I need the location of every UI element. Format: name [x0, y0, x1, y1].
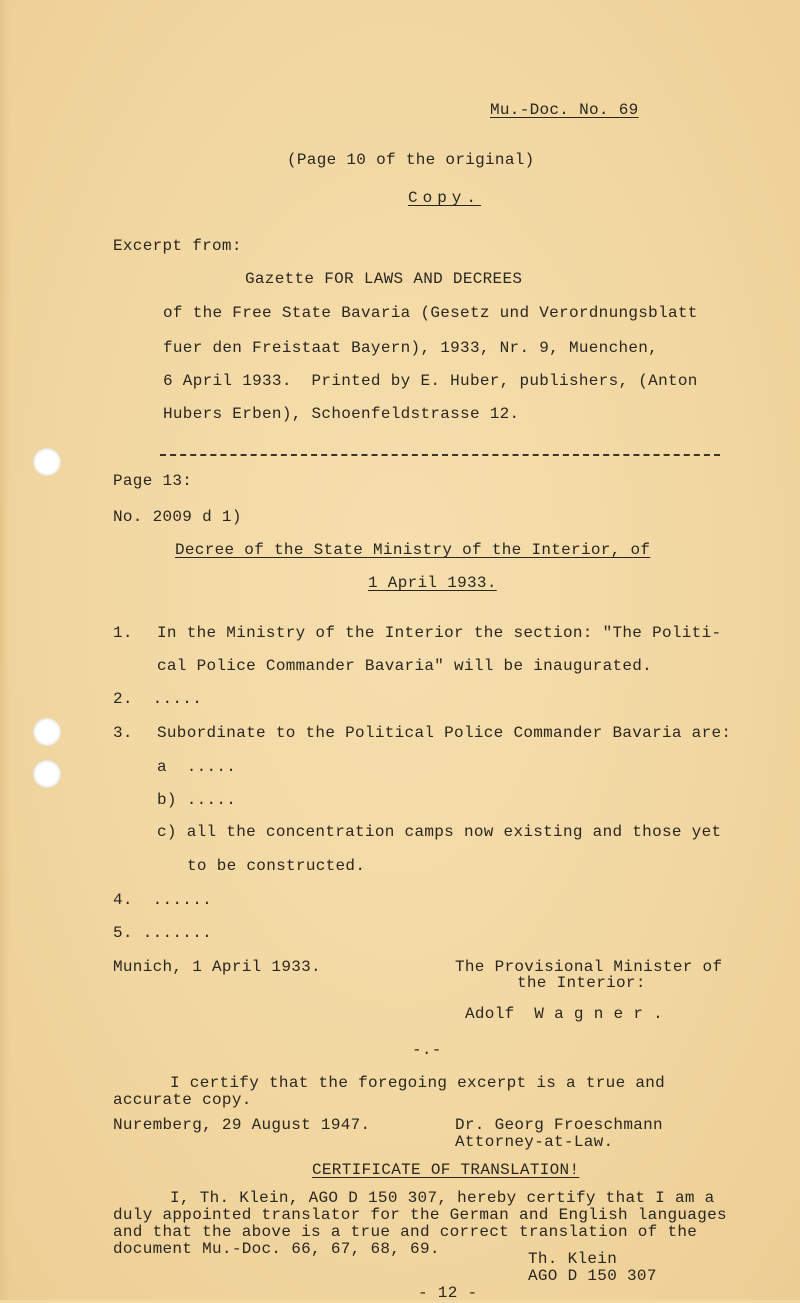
item-placeholder: 2. ..... [113, 690, 203, 708]
punch-hole [33, 718, 61, 746]
translator-name: Th. Klein [528, 1250, 618, 1268]
translation-text: duly appointed translator for the German and English languages [113, 1206, 727, 1224]
subitem-c-continued: to be constructed. [187, 857, 366, 875]
attorney-name: Dr. Georg Froeschmann [455, 1116, 663, 1134]
gazette-line: Hubers Erben), Schoenfeldstrasse 12. [163, 405, 520, 423]
translator-id: AGO D 150 307 [528, 1267, 657, 1285]
translation-text: document Mu.-Doc. 66, 67, 68, 69. [113, 1240, 440, 1258]
attorney-role: Attorney-at-Law. [455, 1133, 614, 1151]
translation-text: I, Th. Klein, AGO D 150 307, hereby certify that I am a [170, 1189, 715, 1207]
minister-title: The Provisional Minister of [455, 958, 723, 976]
gazette-line: of the Free State Bavaria (Gesetz und Verordnungsblatt [163, 304, 698, 322]
excerpt-heading: Excerpt from: [113, 237, 242, 255]
page-edge-shadow [0, 0, 10, 1300]
subitem-b: b) ..... [157, 791, 237, 809]
gazette-line: fuer den Freistaat Bayern), 1933, Nr. 9, Muenchen, [163, 339, 659, 357]
minister-title: the Interior: [517, 974, 646, 992]
minister-name: Adolf W a g n e r . [465, 1005, 664, 1023]
subitem-a: a ..... [157, 758, 237, 776]
item-placeholder: 5. ....... [113, 924, 213, 942]
item-number: 3. [113, 724, 133, 742]
separator: -.- [412, 1041, 442, 1059]
item-text: cal Police Commander Bavaria" will be inaugurated. [157, 657, 653, 675]
item-text: Subordinate to the Political Police Commander Bavaria are: [157, 724, 732, 742]
decree-number: No. 2009 d 1) [113, 508, 242, 526]
punch-hole [33, 760, 61, 788]
page-reference: Page 13: [113, 472, 193, 490]
certification-text: accurate copy. [113, 1091, 252, 1109]
section-divider [160, 454, 720, 456]
decree-date: 1 April 1933. [368, 574, 497, 592]
translation-text: and that the above is a true and correct translation of the [113, 1223, 698, 1241]
gazette-title: Gazette FOR LAWS AND DECREES [245, 270, 523, 288]
decree-title: Decree of the State Ministry of the Interior, of [175, 541, 651, 559]
certification-place-date: Nuremberg, 29 August 1947. [113, 1116, 371, 1134]
signing-place-date: Munich, 1 April 1933. [113, 958, 321, 976]
subitem-c: c) all the concentration camps now existing and those yet [157, 823, 722, 841]
page-number: - 12 - [418, 1284, 478, 1302]
item-text: In the Ministry of the Interior the section: "The Politi- [157, 624, 722, 642]
document-number: Mu.-Doc. No. 69 [490, 101, 639, 119]
certification-text: I certify that the foregoing excerpt is a true and [170, 1074, 666, 1092]
translation-heading: CERTIFICATE OF TRANSLATION! [312, 1161, 580, 1179]
gazette-line: 6 April 1933. Printed by E. Huber, publishers, (Anton [163, 372, 698, 390]
page-note: (Page 10 of the original) [287, 151, 535, 169]
punch-hole [33, 448, 61, 476]
copy-label: Copy. [408, 189, 482, 207]
item-number: 1. [113, 624, 133, 642]
item-placeholder: 4. ...... [113, 891, 213, 909]
